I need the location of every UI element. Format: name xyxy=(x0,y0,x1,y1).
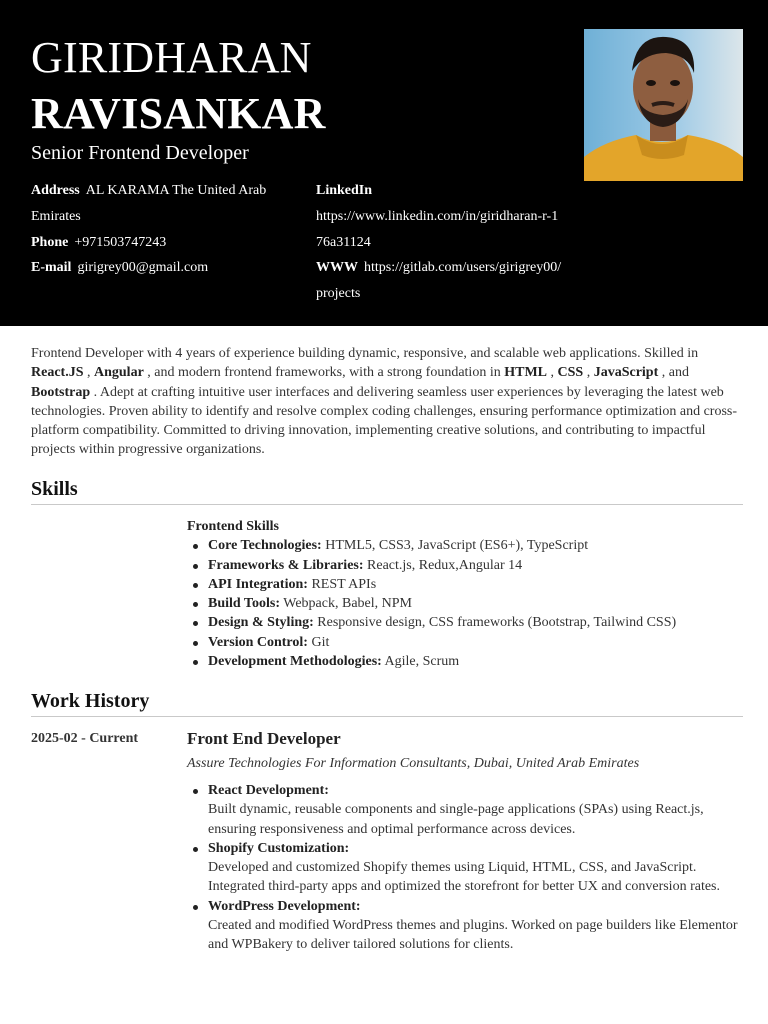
address-label: Address xyxy=(31,183,80,198)
skill-label: Frameworks & Libraries: xyxy=(208,557,364,573)
skill-label: Development Methodologies: xyxy=(208,654,382,670)
summary-text: Frontend Developer with 4 years of experience building dynamic, responsive, and scalable web applications. Skilled in xyxy=(31,346,699,361)
linkedin-link[interactable]: https://www.linkedin.com/in/giridharan-r-176a31124 xyxy=(316,208,559,250)
skill-label: API Integration: xyxy=(208,576,308,592)
www-link[interactable]: https://gitlab.com/users/girigrey00/projects xyxy=(316,260,562,302)
job-role: Front End Developer xyxy=(187,729,341,748)
contact-address xyxy=(31,178,289,230)
skills-block xyxy=(187,517,747,671)
contact-www xyxy=(316,255,562,307)
skill-value: HTML5, CSS3, JavaScript (ES6+), TypeScript xyxy=(321,538,589,554)
last-name: RAVISANKAR xyxy=(31,89,326,138)
profile-photo-icon xyxy=(584,29,743,181)
contact-email xyxy=(31,255,289,281)
summary-keyword: CSS xyxy=(557,365,584,381)
job-duties-list xyxy=(187,781,747,955)
duty-item xyxy=(187,897,747,955)
skills-list xyxy=(187,536,747,671)
work-history-divider xyxy=(31,716,743,717)
skill-item xyxy=(187,556,747,575)
duty-title: Shopify Customization: xyxy=(208,840,350,856)
skill-item xyxy=(187,536,747,555)
skill-value: React.js, Redux,Angular 14 xyxy=(363,557,523,573)
summary-keyword: Angular xyxy=(94,365,144,381)
skills-divider xyxy=(31,504,743,505)
summary-keyword: Bootstrap xyxy=(31,384,91,400)
skill-value: REST APIs xyxy=(307,576,377,592)
skill-item xyxy=(187,575,747,594)
job-title: Senior Frontend Developer xyxy=(31,142,249,164)
duty-title: WordPress Development: xyxy=(208,898,361,914)
phone-value[interactable]: +971503747243 xyxy=(74,234,167,250)
summary-keyword: JavaScript xyxy=(593,365,659,381)
skill-item xyxy=(187,652,747,671)
profile-photo xyxy=(584,29,743,181)
www-label: WWW xyxy=(316,260,358,276)
contact-phone xyxy=(31,230,289,256)
skill-value: Git xyxy=(307,634,330,650)
phone-label: Phone xyxy=(31,234,69,250)
contact-column-left xyxy=(31,178,289,281)
duty-text: Created and modified WordPress themes and plugins. Worked on page builders like Elementor and WPBakery to deliver tailored solutions for clients. xyxy=(208,918,738,953)
skill-label: Design & Styling: xyxy=(208,615,314,631)
resume-header xyxy=(0,0,768,326)
skills-heading: Skills xyxy=(31,478,78,500)
summary-keyword: HTML xyxy=(504,365,547,381)
summary-text: , and xyxy=(658,365,689,381)
skill-value: Webpack, Babel, NPM xyxy=(280,596,412,612)
summary-text: , xyxy=(83,365,94,381)
linkedin-label: LinkedIn xyxy=(316,183,373,198)
skill-item xyxy=(187,594,747,613)
duty-title: React Development: xyxy=(208,783,329,798)
skills-group-title: Frontend Skills xyxy=(187,519,279,534)
duty-item xyxy=(187,781,747,839)
skill-value: Responsive design, CSS frameworks (Bootstrap, Tailwind CSS) xyxy=(313,615,677,631)
skill-item xyxy=(187,633,747,652)
summary-keyword: React.JS xyxy=(31,365,84,381)
skill-label: Core Technologies: xyxy=(208,538,322,554)
work-history-heading: Work History xyxy=(31,690,150,712)
email-link[interactable]: girigrey00@gmail.com xyxy=(77,260,209,276)
skill-label: Version Control: xyxy=(208,634,308,650)
contact-linkedin xyxy=(316,178,562,204)
duty-text: Developed and customized Shopify themes using Liquid, HTML, CSS, and JavaScript. Integrated third-party apps and optimized the storefront for better UX and conversion rates. xyxy=(208,860,720,895)
job-date-range: 2025-02 - Current xyxy=(31,731,139,746)
summary-text: , and modern frontend frameworks, with a strong foundation in xyxy=(143,365,505,381)
duty-item xyxy=(187,839,747,897)
contact-column-right xyxy=(316,178,562,307)
skill-item xyxy=(187,613,747,632)
first-name: GIRIDHARAN xyxy=(31,33,312,82)
duty-text: Built dynamic, reusable components and single-page applications (SPAs) using React.js, ensuring responsiveness and optimal performance across devices. xyxy=(208,802,704,837)
email-label: E-mail xyxy=(31,260,72,276)
professional-summary xyxy=(31,344,743,460)
skill-value: Agile, Scrum xyxy=(381,654,460,670)
summary-text: , xyxy=(583,365,594,381)
summary-text: . Adept at crafting intuitive user interfaces and delivering seamless user experiences by leveraging the latest web technologies. Proven ability to identify and resolve complex coding challenges, ensuring performance optimization and cross-platform compatibility. Committed to driving innovation, implementing creative solutions, and contributing to impactful projects within progressive organizations. xyxy=(31,384,738,458)
skill-label: Build Tools: xyxy=(208,596,280,612)
address-value: AL KARAMA The United Arab Emirates xyxy=(31,183,267,224)
summary-text: , xyxy=(547,365,558,381)
job-company: Assure Technologies For Information Consultants, Dubai, United Arab Emirates xyxy=(187,756,640,771)
